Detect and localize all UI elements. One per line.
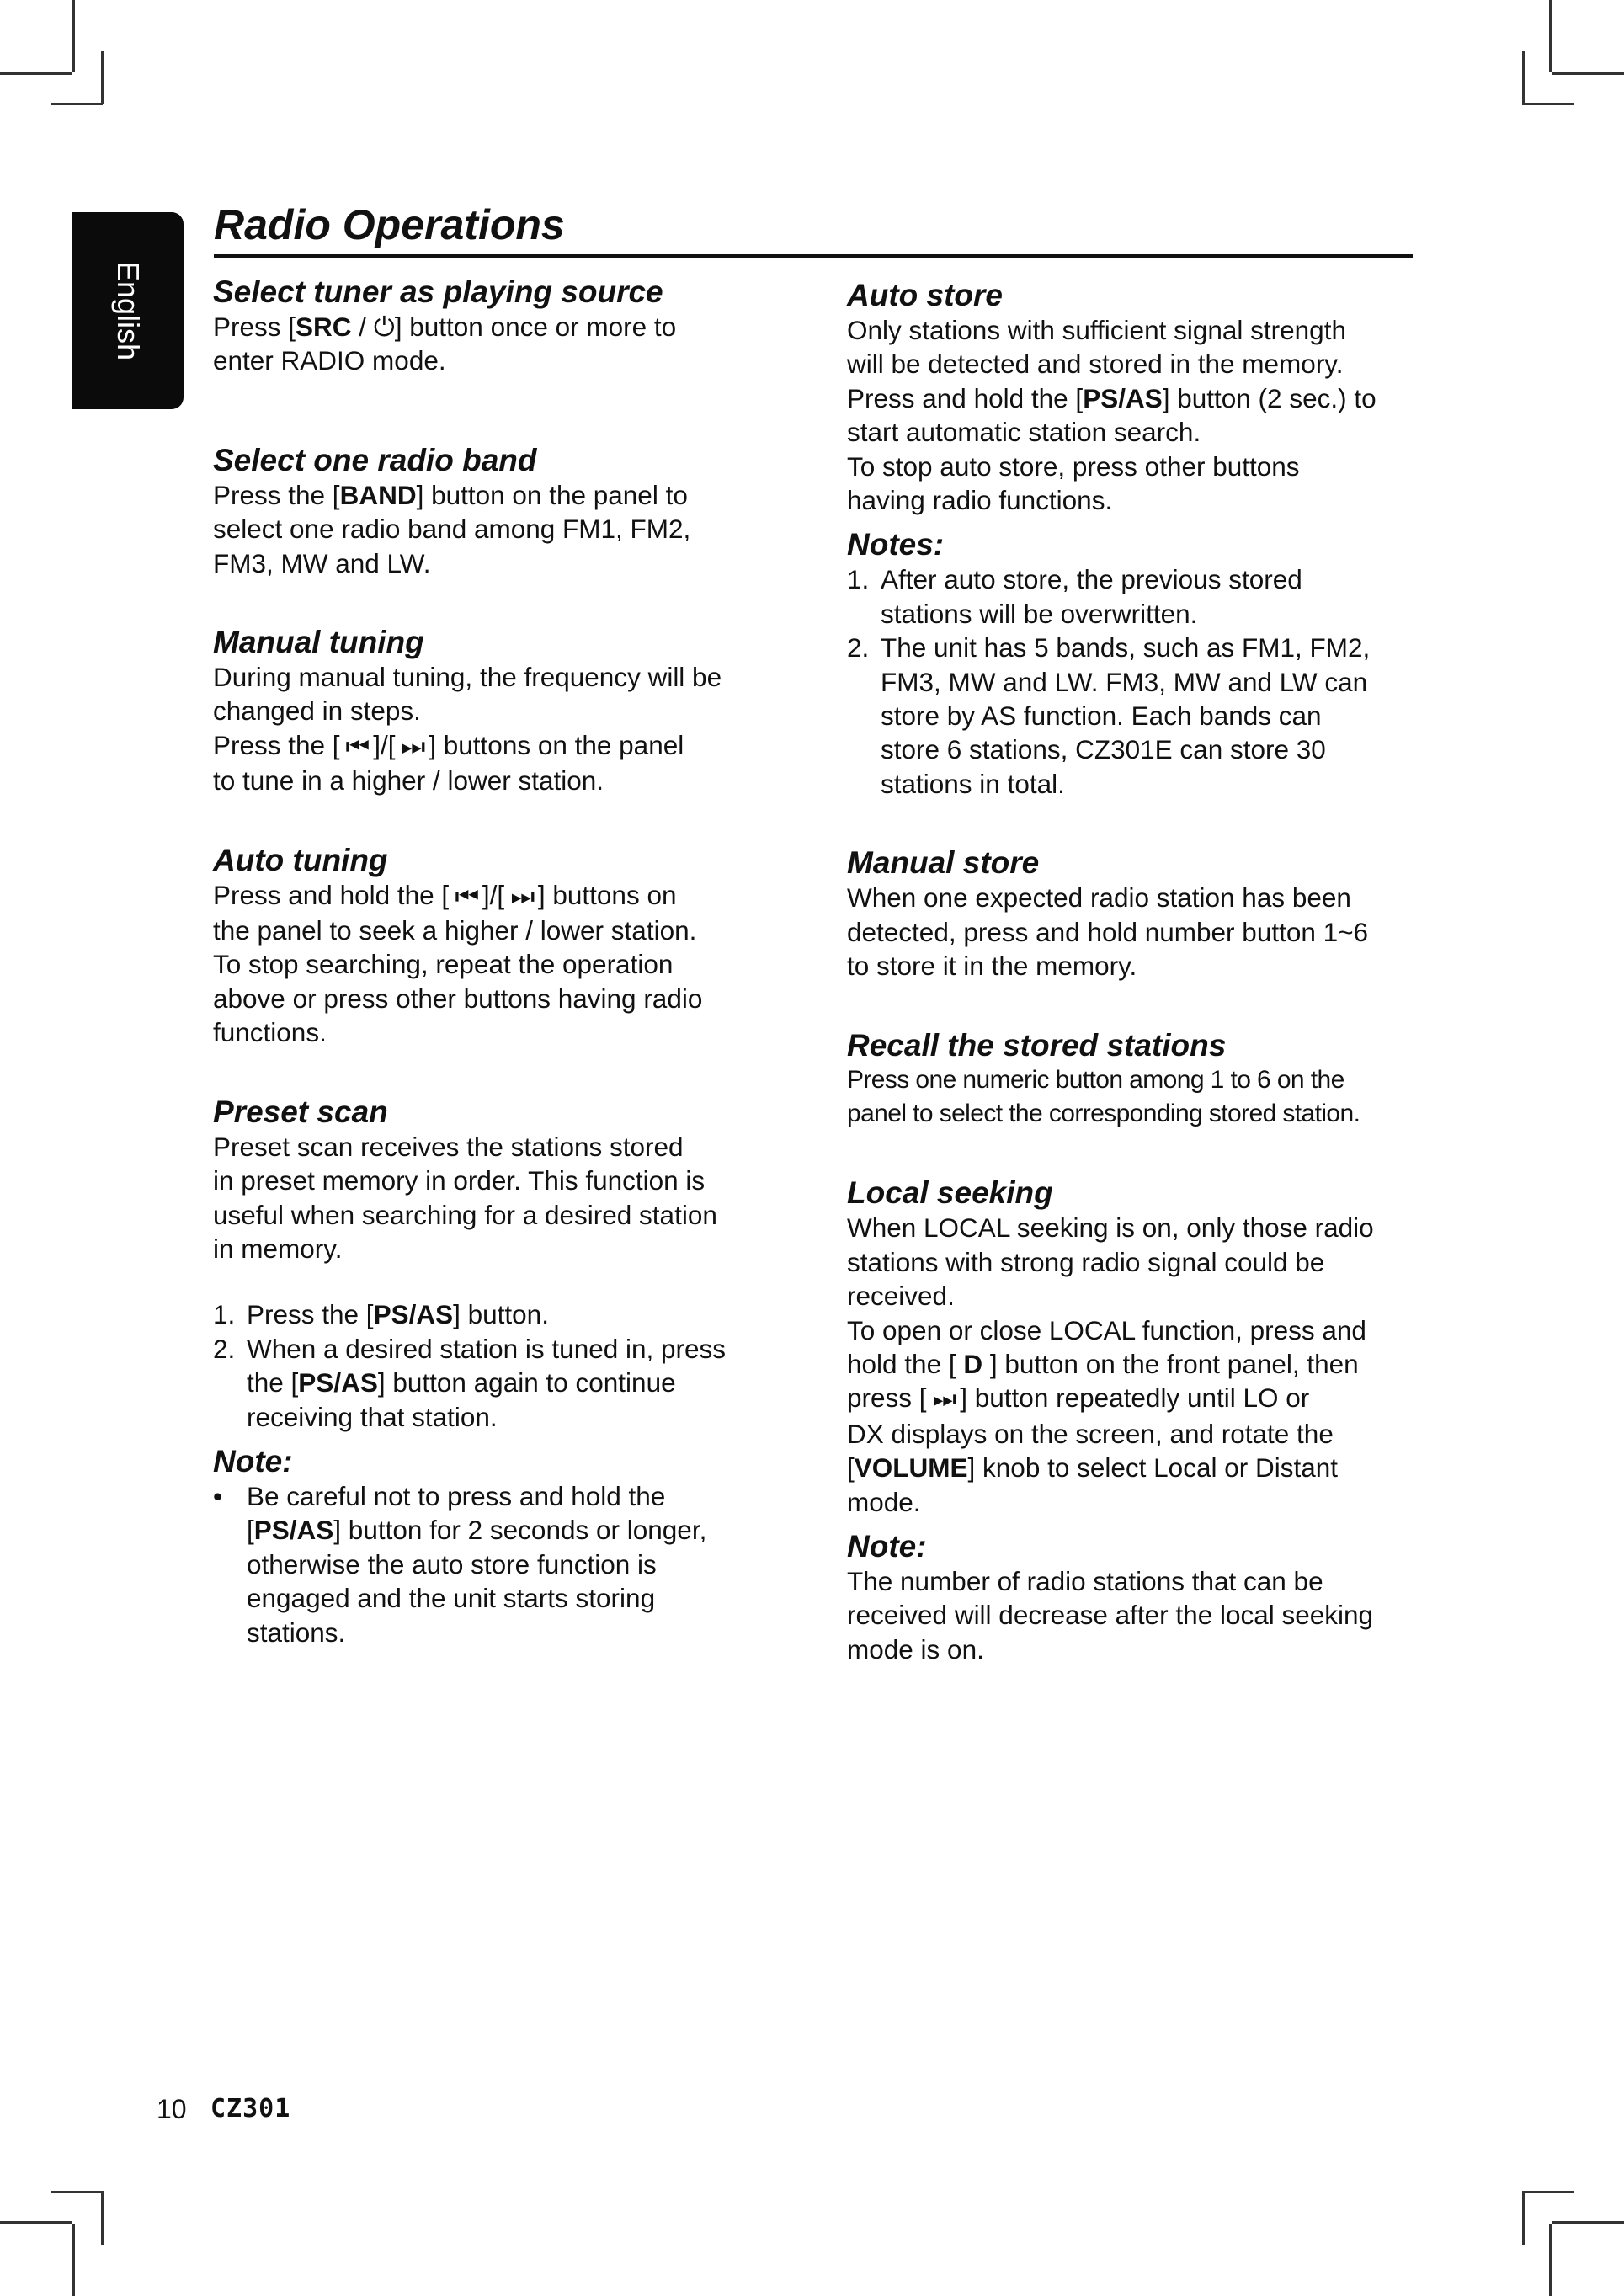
text: ] button for 2 seconds or longer, otherwise the auto store function is engaged and the unit starts storing stations. (247, 1515, 707, 1648)
section-auto-tuning (213, 843, 785, 1050)
text: Only stations with sufficient signal strength will be detected and stored in the memory. Press and hold the [ (847, 315, 1346, 413)
section-preset-scan (213, 1095, 785, 1434)
button-name: PS/AS (373, 1299, 454, 1330)
section-body: Preset scan receives the stations stored in preset memory in order. This function is useful when searching for a desired station in memory. (213, 1131, 717, 1264)
section-body (213, 310, 785, 378)
crop-mark (1549, 0, 1552, 72)
section-heading: Notes: (847, 527, 945, 562)
item-number: 1. (213, 1299, 236, 1330)
skip-forward-icon: ⏭ (401, 732, 423, 759)
text: ] knob to select Local or Distant mode. (847, 1452, 1339, 1517)
section-manual-store (847, 845, 1419, 983)
crop-mark (0, 72, 72, 75)
text: ] button on the panel to select one radio band among FM1, FM2, FM3, MW and LW. (213, 479, 691, 578)
language-tab (72, 212, 184, 409)
item-number: 1. (847, 564, 870, 595)
crop-mark (51, 103, 103, 105)
section-body: The number of radio stations that can be received will decrease after the local seeking mode is on. (847, 1565, 1374, 1665)
text: ] button. (453, 1299, 549, 1330)
button-name: PS/AS (253, 1515, 334, 1546)
text: During manual tuning, the frequency will be changed in steps. Press the [ (213, 662, 722, 760)
text: ]/[ (365, 729, 403, 760)
text: Be careful not to press and hold the [ (247, 1480, 666, 1546)
section-body (213, 660, 785, 798)
section-heading: Local seeking (847, 1175, 1053, 1211)
text: ] button repeatedly until LO or DX displays on the screen, and rotate the [ (847, 1382, 1334, 1484)
page-title: Radio Operations (214, 201, 565, 248)
section-body: When one expected radio station has been detected, press and hold number button 1~6 to store it in the memory. (847, 882, 1369, 982)
button-name: PS/AS (1083, 382, 1163, 413)
section-body: Press one numeric button among 1 to 6 on the panel to select the corresponding stored station. (847, 1065, 1360, 1127)
skip-back-icon: ⏮ (345, 732, 368, 759)
crop-mark (101, 51, 104, 104)
section-note (213, 1444, 785, 1649)
text: When a desired station is tuned in, press the [ (247, 1333, 727, 1398)
section-heading: Preset scan (213, 1094, 388, 1129)
section-notes (847, 527, 1419, 801)
section-body (847, 313, 1419, 517)
text: ] button (2 sec.) to start automatic station search. To stop auto store, press other buttons having radio functions. (847, 382, 1376, 516)
power-icon: ⏻ (373, 312, 395, 342)
list-item (213, 1332, 785, 1434)
section-heading: Note: (847, 1528, 927, 1564)
crop-mark (1549, 2224, 1552, 2296)
text: ] button again to continue receiving that station. (247, 1367, 676, 1432)
skip-forward-icon: ⏭ (932, 1386, 955, 1413)
section-heading: Select tuner as playing source (213, 274, 663, 309)
section-heading: Note: (213, 1443, 293, 1478)
section-local-note (847, 1529, 1419, 1666)
section-heading: Manual store (847, 845, 1040, 881)
section-body (847, 1211, 1419, 1519)
text: Press and hold the [ (213, 879, 456, 910)
text: / (351, 312, 374, 342)
crop-mark (51, 2191, 103, 2193)
title-rule (214, 254, 1413, 258)
button-name: SRC (296, 312, 352, 342)
section-select-tuner (213, 274, 785, 378)
model-logo: CZ301 (210, 2094, 291, 2123)
skip-forward-icon: ⏭ (510, 882, 532, 909)
text: Press the [ (213, 479, 340, 510)
button-name: BAND (339, 479, 417, 510)
skip-back-icon: ⏮ (455, 882, 477, 909)
text: The unit has 5 bands, such as FM1, FM2, FM3, MW and LW. FM3, MW and LW can store by AS function. Each bands can store 6 stations, CZ301E can store 30 stations in total. (881, 632, 1371, 799)
crop-mark (0, 2221, 72, 2224)
bullet: • (213, 1480, 223, 1511)
section-manual-tuning (213, 625, 785, 798)
section-local-seeking (847, 1175, 1419, 1519)
section-heading: Auto store (847, 278, 1003, 312)
left-column (213, 274, 785, 1649)
text: Press the [ (247, 1299, 374, 1330)
crop-mark (1522, 103, 1574, 105)
section-auto-store (847, 278, 1419, 517)
crop-mark (101, 2191, 104, 2245)
right-column (847, 278, 1419, 1666)
text: Press [ (213, 312, 296, 342)
item-number: 2. (847, 632, 870, 663)
button-name: D (963, 1348, 983, 1379)
list-item (847, 562, 1419, 631)
text: After auto store, the previous stored stations will be overwritten. (881, 564, 1302, 629)
section-heading: Recall the stored stations (847, 1027, 1227, 1063)
crop-mark (1522, 2191, 1525, 2245)
section-body (213, 478, 785, 580)
list-item (847, 631, 1419, 801)
section-recall (847, 1028, 1419, 1132)
preset-scan-steps (213, 1297, 785, 1434)
section-body (213, 878, 785, 1050)
text: ]/[ (475, 879, 512, 910)
note-bullets (213, 1479, 785, 1649)
crop-mark (1552, 72, 1624, 75)
notes-list (847, 562, 1419, 801)
button-name: VOLUME (854, 1452, 968, 1484)
crop-mark (1522, 51, 1525, 104)
list-item (213, 1479, 785, 1649)
text: ] button on the front panel, then press [ (847, 1348, 1359, 1414)
text: ] buttons on the panel to tune in a higher / lower station. (213, 729, 684, 796)
section-heading: Select one radio band (213, 442, 537, 477)
text: When LOCAL seeking is on, only those radio stations with strong radio signal could be received. To open or close LOCAL function, press and hold the [ (847, 1212, 1374, 1379)
text: ] buttons on the panel to seek a higher / lower station. To stop searching, repeat the operation above or press other buttons having radio functions. (213, 879, 703, 1048)
section-select-band (213, 443, 785, 580)
language-tab-label: English (111, 260, 146, 361)
text: ] button once or more to enter RADIO mode. (213, 312, 677, 376)
page-number: 10 (157, 2094, 187, 2124)
section-heading: Manual tuning (213, 625, 424, 660)
crop-mark (1552, 2221, 1624, 2224)
crop-mark (72, 0, 75, 72)
button-name: PS/AS (298, 1367, 378, 1398)
crop-mark (72, 2224, 75, 2296)
section-heading: Auto tuning (213, 842, 388, 877)
crop-mark (1522, 2191, 1574, 2193)
list-item (213, 1297, 785, 1331)
item-number: 2. (213, 1333, 236, 1364)
